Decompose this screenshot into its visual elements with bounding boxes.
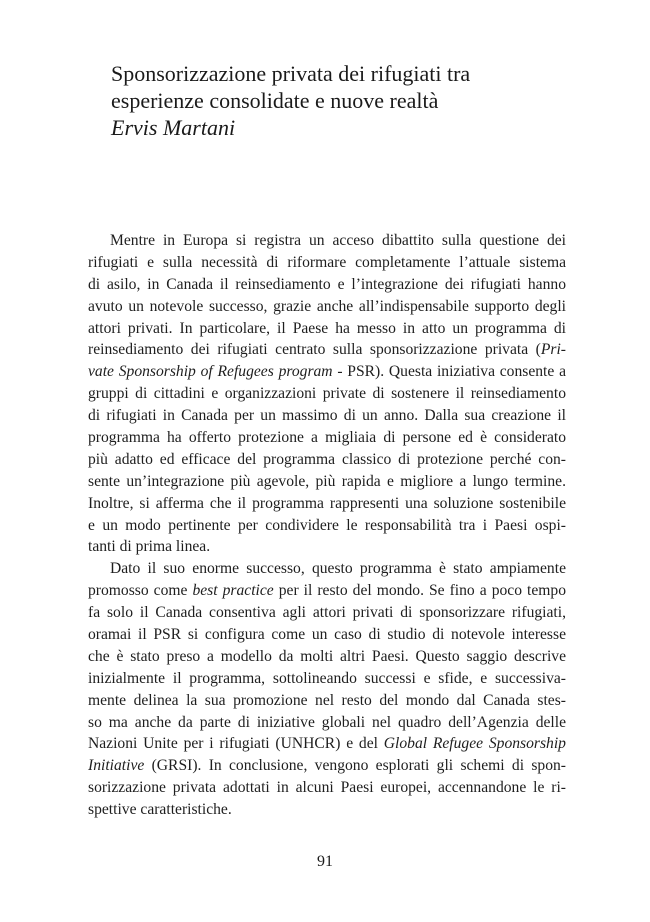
text-line: attori privati. In particolare, il Paese ha messo in atto un programma di <box>88 319 566 337</box>
text-line: più adatto ed efficace del programma classico di protezione perché con- <box>88 450 566 468</box>
text-line: mente delinea la sua promozione nel resto del mondo dal Canada stes- <box>88 691 566 709</box>
article-header <box>111 60 581 141</box>
text-line: sorizzazione privata adottati in alcuni Paesi europei, accennandone le ri- <box>88 779 566 797</box>
text-line: tanti di prima linea. <box>88 538 211 556</box>
italic-term: vate Sponsorship of Refugees program <box>88 363 333 381</box>
text-line: inizialmente il programma, sottolineando successi e sfide, e successiva- <box>88 669 566 687</box>
article-title-line-1: Sponsorizzazione privata dei rifugiati tra <box>111 61 471 86</box>
text-line: so ma anche da parte di iniziative globali nel quadro dell’Agenzia delle <box>88 713 566 731</box>
italic-term: Pri- <box>540 341 566 359</box>
text-fragment: promosso come <box>88 582 193 600</box>
page-number: 91 <box>317 853 333 870</box>
text-fragment: per il resto del mondo. Se fino a poco tempo <box>273 582 567 600</box>
text-line: gruppi di cittadini e organizzazioni private di sostenere il reinsediamento <box>88 385 566 403</box>
text-line: oramai il PSR si configura come un caso di studio di notevole interesse <box>88 626 566 644</box>
text-line: spettive caratteristiche. <box>88 801 232 819</box>
text-line <box>88 580 566 602</box>
text-line: avuto un notevole successo, grazie anche all’indispensabile supporto degli <box>88 297 566 315</box>
text-line: e un modo pertinente per condividere le responsabilità tra i Paesi ospi- <box>88 516 566 534</box>
text-fragment: Nazioni Unite per i rifugiati (UNHCR) e del <box>88 735 384 753</box>
text-line: programma ha offerto protezione a migliaia di persone ed è considerato <box>88 429 566 447</box>
text-line: sente un’integrazione più agevole, più rapida e migliore a lungo termine. <box>88 472 566 490</box>
italic-term: Global Refugee Sponsorship <box>383 735 566 753</box>
text-line: rifugiati e sulla necessità di riformare completamente l’attuale sistema <box>88 253 566 271</box>
text-line: Mentre in Europa si registra un acceso dibattito sulla questione dei <box>110 232 566 249</box>
text-line <box>88 361 566 383</box>
text-line <box>88 733 566 755</box>
italic-term: Initiative <box>88 757 145 775</box>
text-fragment: - PSR). Questa iniziativa consente a <box>332 363 566 381</box>
body-text <box>88 230 566 821</box>
text-line <box>88 339 566 361</box>
text-line: Inoltre, si afferma che il programma rappresenti una soluzione sostenibile <box>88 494 566 512</box>
article-title-line-2: esperienze consolidate e nuove realtà <box>111 88 439 113</box>
text-fragment: reinsediamento dei rifugiati centrato sulla sponsorizzazione privata ( <box>88 341 541 359</box>
text-line: fa solo il Canada consentiva agli attori privati di sponsorizzare rifugiati, <box>88 604 566 622</box>
text-line: di asilo, in Canada il reinsediamento e l’integrazione dei rifugiati hanno <box>88 275 566 293</box>
text-fragment: (GRSI). In conclusione, vengono esplorati gli schemi di spon- <box>144 757 566 775</box>
author-name: Ervis Martani <box>111 115 236 140</box>
text-line: che è stato preso a modello da molti altri Paesi. Questo saggio descrive <box>88 647 566 665</box>
text-line <box>88 755 566 777</box>
italic-term: best practice <box>192 582 274 600</box>
text-line: di rifugiati in Canada per un massimo di un anno. Dalla sua creazione il <box>88 407 566 425</box>
text-line: Dato il suo enorme successo, questo programma è stato ampiamente <box>110 560 566 578</box>
